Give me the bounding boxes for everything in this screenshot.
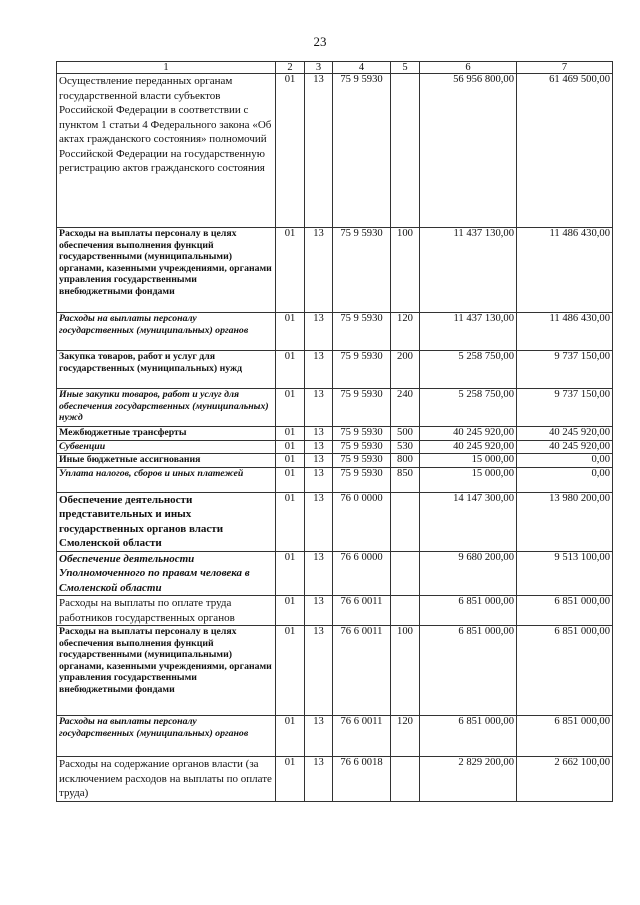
page-number: 23 (313, 34, 327, 49)
row-target-article: 76 6 0018 (333, 757, 391, 802)
row-section: 01 (276, 313, 305, 351)
row-name: Расходы на выплаты персоналу государственных (муниципальных) органов (57, 313, 276, 351)
row-subsection: 13 (305, 228, 333, 313)
row-amount-year2: 2 662 100,00 (517, 757, 613, 802)
row-expense-type: 100 (391, 228, 420, 313)
row-section: 01 (276, 351, 305, 389)
row-target-article: 76 6 0000 (333, 551, 391, 596)
row-expense-type: 530 (391, 440, 420, 454)
row-amount-year2: 6 851 000,00 (517, 716, 613, 757)
table-row (57, 626, 613, 716)
row-name: Расходы на выплаты по оплате труда работников государственных органов (57, 596, 276, 626)
row-amount-year1: 14 147 300,00 (420, 492, 517, 551)
row-expense-type: 200 (391, 351, 420, 389)
row-target-article: 75 9 5930 (333, 440, 391, 454)
column-header: 5 (391, 62, 420, 74)
row-amount-year1: 6 851 000,00 (420, 596, 517, 626)
row-target-article: 75 9 5930 (333, 74, 391, 228)
row-expense-type: 100 (391, 626, 420, 716)
row-expense-type (391, 551, 420, 596)
table-row (57, 313, 613, 351)
row-name: Субвенции (57, 440, 276, 454)
row-name: Иные бюджетные ассигнования (57, 454, 276, 468)
row-expense-type: 120 (391, 313, 420, 351)
row-subsection: 13 (305, 74, 333, 228)
row-name: Обеспечение деятельности Уполномоченного по правам человека в Смоленской области (57, 551, 276, 596)
column-header: 6 (420, 62, 517, 74)
column-header: 3 (305, 62, 333, 74)
row-expense-type (391, 74, 420, 228)
row-amount-year2: 13 980 200,00 (517, 492, 613, 551)
row-amount-year1: 9 680 200,00 (420, 551, 517, 596)
budget-table (56, 61, 613, 802)
row-target-article: 75 9 5930 (333, 467, 391, 492)
row-target-article: 75 9 5930 (333, 351, 391, 389)
row-name: Закупка товаров, работ и услуг для государственных (муниципальных) нужд (57, 351, 276, 389)
row-subsection: 13 (305, 454, 333, 468)
row-name: Расходы на выплаты персоналу в целях обеспечения выполнения функций государственными (муниципальными) органами, казенными учреждениями, органами управления государственными внебюджетными фондами (57, 228, 276, 313)
row-section: 01 (276, 467, 305, 492)
table-row (57, 351, 613, 389)
row-section: 01 (276, 757, 305, 802)
table-row (57, 389, 613, 427)
row-subsection: 13 (305, 716, 333, 757)
column-header: 4 (333, 62, 391, 74)
row-subsection: 13 (305, 551, 333, 596)
table-row (57, 551, 613, 596)
row-target-article: 75 9 5930 (333, 389, 391, 427)
row-subsection: 13 (305, 596, 333, 626)
row-section: 01 (276, 74, 305, 228)
row-name: Межбюджетные трансферты (57, 427, 276, 441)
row-subsection: 13 (305, 389, 333, 427)
row-subsection: 13 (305, 313, 333, 351)
row-section: 01 (276, 716, 305, 757)
row-amount-year2: 61 469 500,00 (517, 74, 613, 228)
row-name: Уплата налогов, сборов и иных платежей (57, 467, 276, 492)
column-header: 2 (276, 62, 305, 74)
row-expense-type: 120 (391, 716, 420, 757)
row-subsection: 13 (305, 626, 333, 716)
row-expense-type: 240 (391, 389, 420, 427)
row-amount-year2: 0,00 (517, 467, 613, 492)
row-amount-year2: 9 737 150,00 (517, 389, 613, 427)
row-amount-year2: 11 486 430,00 (517, 228, 613, 313)
row-amount-year2: 9 513 100,00 (517, 551, 613, 596)
row-subsection: 13 (305, 467, 333, 492)
table-row (57, 492, 613, 551)
row-amount-year2: 6 851 000,00 (517, 626, 613, 716)
row-name: Расходы на содержание органов власти (за исключением расходов на выплаты по оплате труда) (57, 757, 276, 802)
row-subsection: 13 (305, 440, 333, 454)
row-expense-type: 800 (391, 454, 420, 468)
table-row (57, 427, 613, 441)
row-target-article: 75 9 5930 (333, 313, 391, 351)
row-subsection: 13 (305, 427, 333, 441)
row-target-article: 75 9 5930 (333, 427, 391, 441)
table-row (57, 74, 613, 228)
row-amount-year1: 6 851 000,00 (420, 626, 517, 716)
row-amount-year1: 11 437 130,00 (420, 313, 517, 351)
row-subsection: 13 (305, 757, 333, 802)
row-amount-year2: 40 245 920,00 (517, 440, 613, 454)
column-header: 7 (517, 62, 613, 74)
row-name: Иные закупки товаров, работ и услуг для обеспечения государственных (муниципальных) нужд (57, 389, 276, 427)
row-section: 01 (276, 454, 305, 468)
table-row (57, 454, 613, 468)
row-amount-year1: 2 829 200,00 (420, 757, 517, 802)
row-amount-year2: 0,00 (517, 454, 613, 468)
row-expense-type (391, 596, 420, 626)
table-row (57, 757, 613, 802)
row-amount-year1: 11 437 130,00 (420, 228, 517, 313)
row-section: 01 (276, 596, 305, 626)
row-section: 01 (276, 440, 305, 454)
row-amount-year1: 5 258 750,00 (420, 351, 517, 389)
row-amount-year2: 11 486 430,00 (517, 313, 613, 351)
row-amount-year2: 9 737 150,00 (517, 351, 613, 389)
row-expense-type (391, 492, 420, 551)
row-subsection: 13 (305, 351, 333, 389)
row-name: Осуществление переданных органам государственной власти субъектов Российской Федерации в соответствии с пунктом 1 статьи 4 Федерального закона «Об актах гражданского состояния» полномочий Российской Федерации на государственную регистрацию актов гражданского состояния (57, 74, 276, 228)
table-row (57, 228, 613, 313)
row-expense-type: 500 (391, 427, 420, 441)
row-target-article: 76 6 0011 (333, 626, 391, 716)
row-expense-type: 850 (391, 467, 420, 492)
row-section: 01 (276, 626, 305, 716)
row-name: Расходы на выплаты персоналу в целях обеспечения выполнения функций государственными (муниципальными) органами, казенными учреждениями, органами управления государственными внебюджетными фондами (57, 626, 276, 716)
row-amount-year1: 6 851 000,00 (420, 716, 517, 757)
row-section: 01 (276, 427, 305, 441)
row-amount-year1: 5 258 750,00 (420, 389, 517, 427)
table-row (57, 440, 613, 454)
row-amount-year1: 15 000,00 (420, 454, 517, 468)
row-target-article: 76 0 0000 (333, 492, 391, 551)
row-subsection: 13 (305, 492, 333, 551)
row-target-article: 76 6 0011 (333, 596, 391, 626)
header-row (57, 62, 613, 74)
row-amount-year1: 56 956 800,00 (420, 74, 517, 228)
row-amount-year1: 15 000,00 (420, 467, 517, 492)
row-section: 01 (276, 389, 305, 427)
row-target-article: 75 9 5930 (333, 454, 391, 468)
row-section: 01 (276, 551, 305, 596)
table-row (57, 467, 613, 492)
row-amount-year2: 6 851 000,00 (517, 596, 613, 626)
row-target-article: 75 9 5930 (333, 228, 391, 313)
table-row (57, 596, 613, 626)
row-amount-year2: 40 245 920,00 (517, 427, 613, 441)
row-amount-year1: 40 245 920,00 (420, 427, 517, 441)
row-amount-year1: 40 245 920,00 (420, 440, 517, 454)
column-header: 1 (57, 62, 276, 74)
table-row (57, 716, 613, 757)
row-section: 01 (276, 228, 305, 313)
row-name: Расходы на выплаты персоналу государственных (муниципальных) органов (57, 716, 276, 757)
row-expense-type (391, 757, 420, 802)
row-section: 01 (276, 492, 305, 551)
row-name: Обеспечение деятельности представительных и иных государственных органов власти Смоленской области (57, 492, 276, 551)
row-target-article: 76 6 0011 (333, 716, 391, 757)
